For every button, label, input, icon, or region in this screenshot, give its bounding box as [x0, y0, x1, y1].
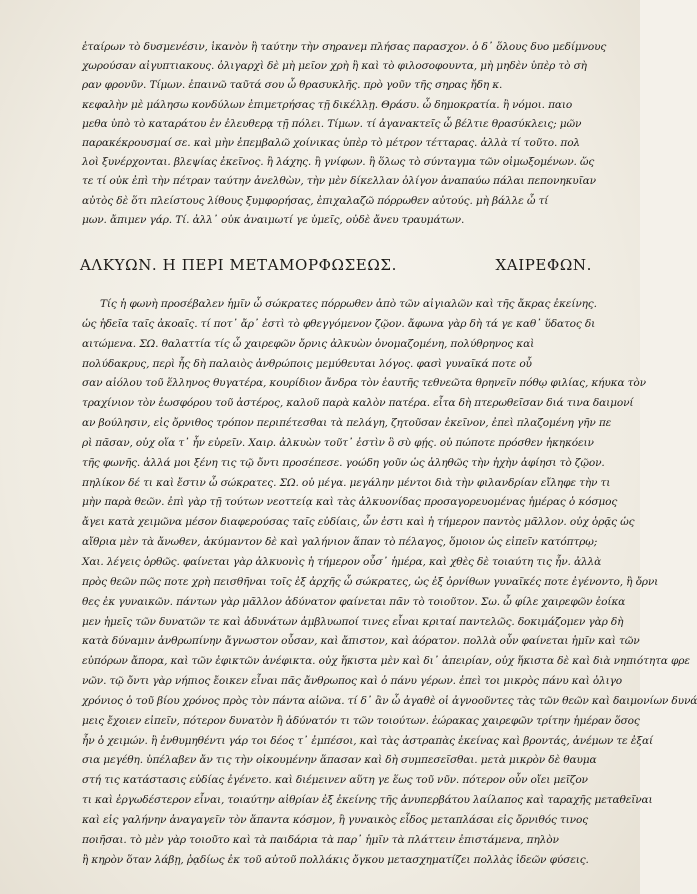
text-line: χρόνιος ὁ τοῦ βίου χρόνος πρὸς τὸν πάντα αἰῶνα. τί δ᾽ ἂν ὦ ἀγαθὲ οἱ ἀγνοοῦντες τὰς τῶν θεῶν καὶ δαιμονίων δυνά [82, 694, 697, 707]
text-line: ἦν ὁ χειμών. ἢ ἐνθυμηθέντι γάρ τοι δέος τ᾽ ἐμπέσοι, καὶ τὰς ἀστραπὰς ἐκείνας καὶ βροντάς, ἀνέμων τε ἐξαί [82, 734, 654, 747]
text-line: ἑταίρων τὸ δυσμενέσιν, ἱκανὸν ἢ ταύτην τὴν σηρανεμ πλήσας παρασχον. ὁ δ᾽ ὅλους δυο μεδίμνους [82, 41, 607, 53]
text-line: τε τί οὐκ ἐπὶ τὴν πέτραν ταύτην ἀνελθὼν, τὴν μὲν δίκελλαν ὀλίγον ἀναπαύω πάλαι πεπονηκυῖαν [82, 175, 596, 188]
text-line: μων. ἄπιμεν γάρ. Τί. ἀλλ᾽ οὐκ ἀναιμωτί γε ὑμεῖς, οὐδὲ ἄνευ τραυμάτων. [82, 213, 465, 226]
text-line: κεφαλὴν μὲ μάλησω κονδύλων ἐπιμετρήσας τῇ δικέλλῃ. Θράσυ. ὦ δημοκρατία. ἢ νόμοι. παιο [82, 98, 573, 111]
text-line: Τίς ἡ φωνὴ προσέβαλεν ἡμῖν ὦ σώκρατες πόρρωθεν ἀπὸ τῶν αἰγιαλῶν καὶ τῆς ἄκρας ἐκείνης. [100, 298, 597, 310]
text-line: ρὶ πᾶσαν, οὐχ οἵα τ᾽ ἦν εὑρεῖν. Χαιρ. ἀλκυὼν τοῦτ᾽ ἐστὶν ὃ σὺ φῄς. οὐ πώποτε πρόσθεν ἠκηκόειν [82, 436, 594, 449]
text-line: ραν φρονῦν. Τίμων. ἐπαινῶ ταῦτά σου ὦ θρασυκλῆς. πρὸ γοῦν τῆς σηρας ἤδη κ. [82, 79, 503, 92]
text-line: τῆς φωνῆς. ἀλλά μοι ξένη τις τῷ ὄντι προσέπεσε. γοώδη γοῦν ὡς ἀληθῶς τὴν ἠχὴν ἀφίησι τὸ ζῷον. [82, 456, 605, 469]
text-line: χωρούσαν αἰγυπτιακους. ὀλιγαρχὶ δὲ μὴ μεῖον χρὴ ἢ καὶ τὸ φιλοσοφουντα, μὴ μηδὲν ὑπὲρ τὸ σὴ [82, 60, 587, 73]
text-line: ἢ κηρὸν ὅταν λάβῃ, ῥᾳδίως ἐκ τοῦ αὐτοῦ πολλάκις ὄγκου μετασχηματίζει πολλὰς ἰδεῶν φύσεις. [82, 853, 589, 866]
text-line: μὴν παρὰ θεῶν. ἐπὶ γὰρ τῇ τούτων νεοττείᾳ καὶ τὰς ἀλκυονίδας προσαγορευομένας ἡμέρας ὁ κόσμος [82, 496, 618, 509]
dialogue-title: ΑΛΚΥΩΝ. Η ΠΕΡΙ ΜΕΤΑΜΟΡΦΩΣΕΩΣ. [80, 256, 397, 274]
text-line: σια μεγέθη. ὑπέλαβεν ἄν τις τὴν οἰκουμένην ἅπασαν καὶ δὴ συμπεσεῖσθαι. μετὰ μικρὸν δὲ θαυμα [82, 754, 597, 767]
text-line: νῶν. τῷ ὄντι γὰρ νήπιος ἔοικεν εἶναι πᾶς ἄνθρωπος καὶ ὁ πάνυ γέρων. ἐπεὶ τοι μικρὸς πάνυ καὶ ὀλιγο [82, 675, 623, 688]
text-line: τραχίνιον τὸν ἑωσφόρου τοῦ ἀστέρος, καλοῦ παρὰ καλὸν πατέρα. εἶτα δὴ πτερωθεῖσαν διά τινα δαιμονί [82, 397, 634, 410]
text-line: μεις ἔχοιεν εἰπεῖν, πότερον δυνατὸν ἢ ἀδύνατόν τι τῶν τοιούτων. ἑώρακας χαιρεφῶν τρίτην ἡμέραν ὅσος [82, 714, 640, 727]
text-line: θες ἐκ γυναικῶν. πάντων γὰρ μᾶλλον ἀδύνατον φαίνεται πᾶν τὸ τοιοῦτον. Σω. ὦ φίλε χαιρεφῶν ἐοίκα [82, 595, 626, 608]
text-line: στή τις κατάστασις εὐδίας ἐγένετο. καὶ διέμεινεν αὕτη γε ἕως τοῦ νῦν. πότερον οὖν οἴει μεῖζον [82, 774, 588, 787]
text-line: λοὶ ξυνέρχονται. βλεψίας ἐκεῖνος. ἢ λάχης. ἢ γνίφων. ἢ ὅλως τὸ σύνταγμα τῶν οἰμωξομένων. ὥς [82, 156, 595, 169]
text-line: ὡς ἡδεῖα ταῖς ἀκοαῖς. τί ποτ᾽ ἄρ᾽ ἐστὶ τὸ φθεγγόμενον ζῷον. ἄφωνα γὰρ δὴ τά γε καθ᾽ ὕδατος δι [82, 317, 596, 330]
text-line: Χαι. λέγεις ὀρθῶς. φαίνεται γὰρ ἀλκυονὶς ἡ τήμερον οὖσ᾽ ἡμέρα, καὶ χθὲς δὲ τοιαύτη τις ἦν. ἀλλὰ [82, 555, 602, 568]
text-line: μεθα ὑπὸ τὸ καταράτου ἐν ἐλευθερᾳ τῇ πόλει. Τίμων. τί ἀγανακτεῖς ὦ βέλτιε θρασύκλεις; μῶν [82, 117, 582, 130]
text-line: μεν ἡμεῖς τῶν δυνατῶν τε καὶ ἀδυνάτων ἀμβλυωποί τινες εἶναι κριταί παντελῶς. δοκιμάζομεν γὰρ δὴ [82, 615, 624, 628]
text-line: αἴθρια μὲν τὰ ἄνωθεν, ἀκύμαντον δὲ καὶ γαλήνιον ἅπαν τὸ πέλαγος, ὅμοιον ὡς εἰπεῖν κατόπτρῳ; [82, 536, 598, 549]
section-heading [80, 256, 600, 280]
text-line: πηλίκον δέ τι καὶ ἔστιν ὦ σώκρατες. ΣΩ. οὐ μέγα. μεγάλην μέντοι διὰ τὴν φιλανδρίαν εἴληφε τὴν τι [82, 476, 611, 489]
main-text-block [82, 295, 697, 870]
text-line: παρακέκρουσμαί σε. καὶ μὴν ἐπεμβαλῶ χοίνικας ὑπὲρ τὸ μέτρον τέτταρας. ἀλλὰ τί τοῦτο. πολ [82, 136, 580, 149]
text-line: ποιῆσαι. τὸ μὲν γὰρ τοιοῦτο καὶ τὰ παιδάρια τὰ παρ᾽ ἡμῖν τὰ πλάττειν ἐπιστάμενα, πηλὸν [82, 833, 559, 846]
text-line: ἄγει κατὰ χειμῶνα μέσον διαφερούσας ταῖς εὐδίαις, ὧν ἐστι καὶ ἡ τήμερον παντὸς μᾶλλον. οὐχ ὁρᾷς ὡς [82, 516, 635, 529]
text-line: πολύδακρυς, περὶ ἧς δὴ παλαιὸς ἀνθρώποις μεμύθευται λόγος. φασὶ γυναῖκά ποτε οὖ [82, 357, 532, 370]
top-text-block [82, 38, 607, 230]
text-line: καὶ εἰς γαλήνην ἀναγαγεῖν τὸν ἅπαντα κόσμον, ἢ γυναικὸς εἶδος μεταπλάσαι εἰς ὄρνιθός τινος [82, 813, 588, 826]
text-line: πρὸς θεῶν πῶς ποτε χρὴ πεισθῆναι τοῖς ἐξ ἀρχῆς ὦ σώκρατες, ὡς ἐξ ὀρνίθων γυναῖκές ποτε ἐγένοντο, ἢ ὄρνι [82, 575, 659, 588]
text-line: τι καὶ ἐργωδέστερον εἶναι, τοιαύτην αἰθρίαν ἐξ ἐκείνης τῆς ἀνυπερβάτου λαίλαπος καὶ ταραχῆς μεταθεῖναι [82, 794, 653, 807]
text-line: αιτώμενα. ΣΩ. θαλαττία τίς ὦ χαιρεφῶν ὄρνις ἀλκυὼν ὀνομαζομένη, πολύθρηνος καὶ [82, 337, 535, 350]
text-line: εὐπόρων ἄπορα, καὶ τῶν ἐφικτῶν ἀνέφικτα. οὐχ ἥκιστα μὲν καὶ δι᾽ ἀπειρίαν, οὐχ ἥκιστα δὲ καὶ διὰ νηπιότητα φρε [82, 655, 690, 668]
text-line: κατὰ δύναμιν ἀνθρωπίνην ἄγνωστον οὖσαν, καὶ ἄπιστον, καὶ ἀόρατον. πολλὰ οὖν φαίνεται ἡμῖν καὶ τῶν [82, 635, 640, 648]
text-line: αν βούλησιν, εἰς ὄρνιθος τρόπον περιπέτεσθαι τὰ πελάγη, ζητοῦσαν ἐκεῖνον, ἐπεὶ πλαζομένη γῆν πε [82, 417, 612, 430]
text-line: αὐτὸς δὲ ὅτι πλείστους λίθους ξυμφορήσας, ἐπιχαλαζῶ πόρρωθεν αὐτούς. μὴ βάλλε ὦ τί [82, 194, 549, 207]
text-line: σαν αἰόλου τοῦ ἕλληνος θυγατέρα, κουρίδιον ἄνδρα τὸν ἑαυτῆς τεθνεῶτα θρηνεῖν πόθῳ φιλίας, κήυκα τὸν [82, 377, 646, 390]
speaker-name: ΧΑΙΡΕΦΩΝ. [495, 256, 592, 274]
